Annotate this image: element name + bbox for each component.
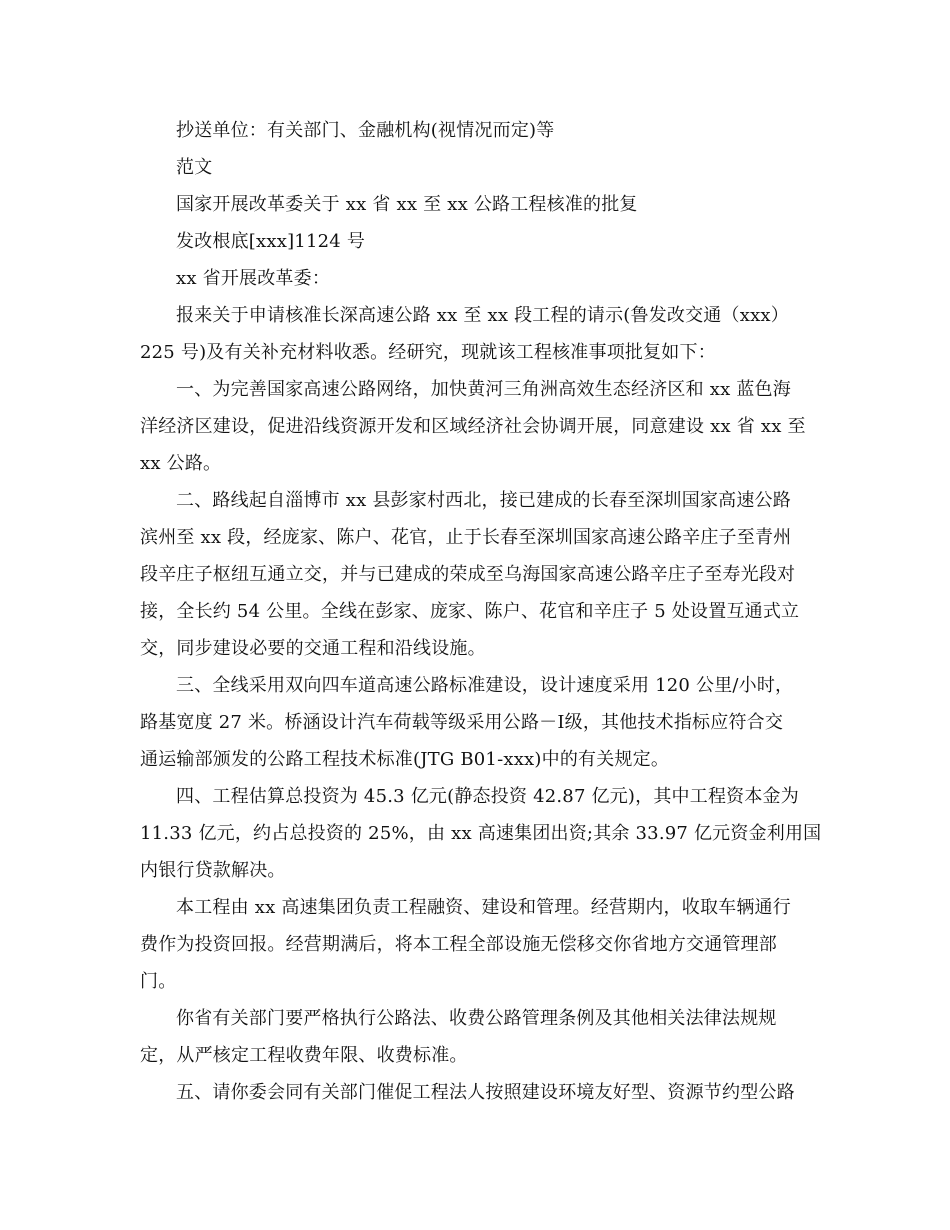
paragraph-line: 内银行贷款解决。 bbox=[140, 860, 286, 881]
copy-to-line: 抄送单位：有关部门、金融机构(视情况而定)等 bbox=[176, 120, 555, 141]
paragraph-line: 二、路线起自淄博市 xx 县彭家村西北，接已建成的长春至深圳国家高速公路 bbox=[176, 490, 791, 511]
paragraph-line: 四、工程估算总投资为 45.3 亿元(静态投资 42.87 亿元)，其中工程资本金为 bbox=[176, 786, 799, 807]
paragraph-line: 交，同步建设必要的交通工程和沿线设施。 bbox=[140, 638, 486, 659]
paragraph-line: 一、为完善国家高速公路网络，加快黄河三角洲高效生态经济区和 xx 蓝色海 bbox=[176, 379, 791, 400]
paragraph-line: 你省有关部门要严格执行公路法、收费公路管理条例及其他相关法律法规规 bbox=[176, 1008, 777, 1029]
addressee: xx 省开展改革委： bbox=[176, 268, 331, 289]
paragraph-line: 路基宽度 27 米。桥涵设计汽车荷载等级采用公路－Ⅰ级，其他技术指标应符合交 bbox=[140, 712, 784, 733]
document-title: 国家开展改革委关于 xx 省 xx 至 xx 公路工程核准的批复 bbox=[176, 194, 638, 215]
paragraph-line: xx 公路。 bbox=[140, 453, 222, 474]
paragraph-line: 11.33 亿元，约占总投资的 25%，由 xx 高速集团出资;其余 33.97 亿元资金利用国 bbox=[140, 823, 822, 844]
paragraph-line: 接，全长约 54 公里。全线在彭家、庞家、陈户、花官和辛庄子 5 处设置互通式立 bbox=[140, 601, 800, 622]
sample-heading: 范文 bbox=[176, 157, 213, 178]
paragraph-line: 费作为投资回报。经营期满后，将本工程全部设施无偿移交你省地方交通管理部 bbox=[140, 934, 777, 955]
paragraph-line: 定，从严核定工程收费年限、收费标准。 bbox=[140, 1045, 468, 1066]
document-number: 发改根底[xxx]1124 号 bbox=[176, 231, 366, 252]
paragraph-line: 洋经济区建设，促进沿线资源开发和区域经济社会协调开展，同意建设 xx 省 xx 至 bbox=[140, 416, 806, 437]
paragraph-line: 五、请你委会同有关部门催促工程法人按照建设环境友好型、资源节约型公路 bbox=[176, 1082, 795, 1103]
paragraph-line: 三、全线采用双向四车道高速公路标准建设，设计速度采用 120 公里/小时， bbox=[176, 675, 794, 696]
paragraph-line: 本工程由 xx 高速集团负责工程融资、建设和管理。经营期内，收取车辆通行 bbox=[176, 897, 791, 918]
paragraph-line: 报来关于申请核准长深高速公路 xx 至 xx 段工程的请示(鲁发改交通（xxx） bbox=[176, 305, 789, 326]
paragraph-line: 门。 bbox=[140, 971, 177, 992]
paragraph-line: 段辛庄子枢纽互通立交，并与已建成的荣成至乌海国家高速公路辛庄子至寿光段对 bbox=[140, 564, 796, 585]
paragraph-line: 通运输部颁发的公路工程技术标准(JTG B01-xxx)中的有关规定。 bbox=[140, 749, 670, 770]
paragraph-line: 滨州至 xx 段，经庞家、陈户、花官，止于长春至深圳国家高速公路辛庄子至青州 bbox=[140, 527, 792, 548]
paragraph-line: 225 号)及有关补充材料收悉。经研究，现就该工程核准事项批复如下： bbox=[140, 342, 716, 363]
